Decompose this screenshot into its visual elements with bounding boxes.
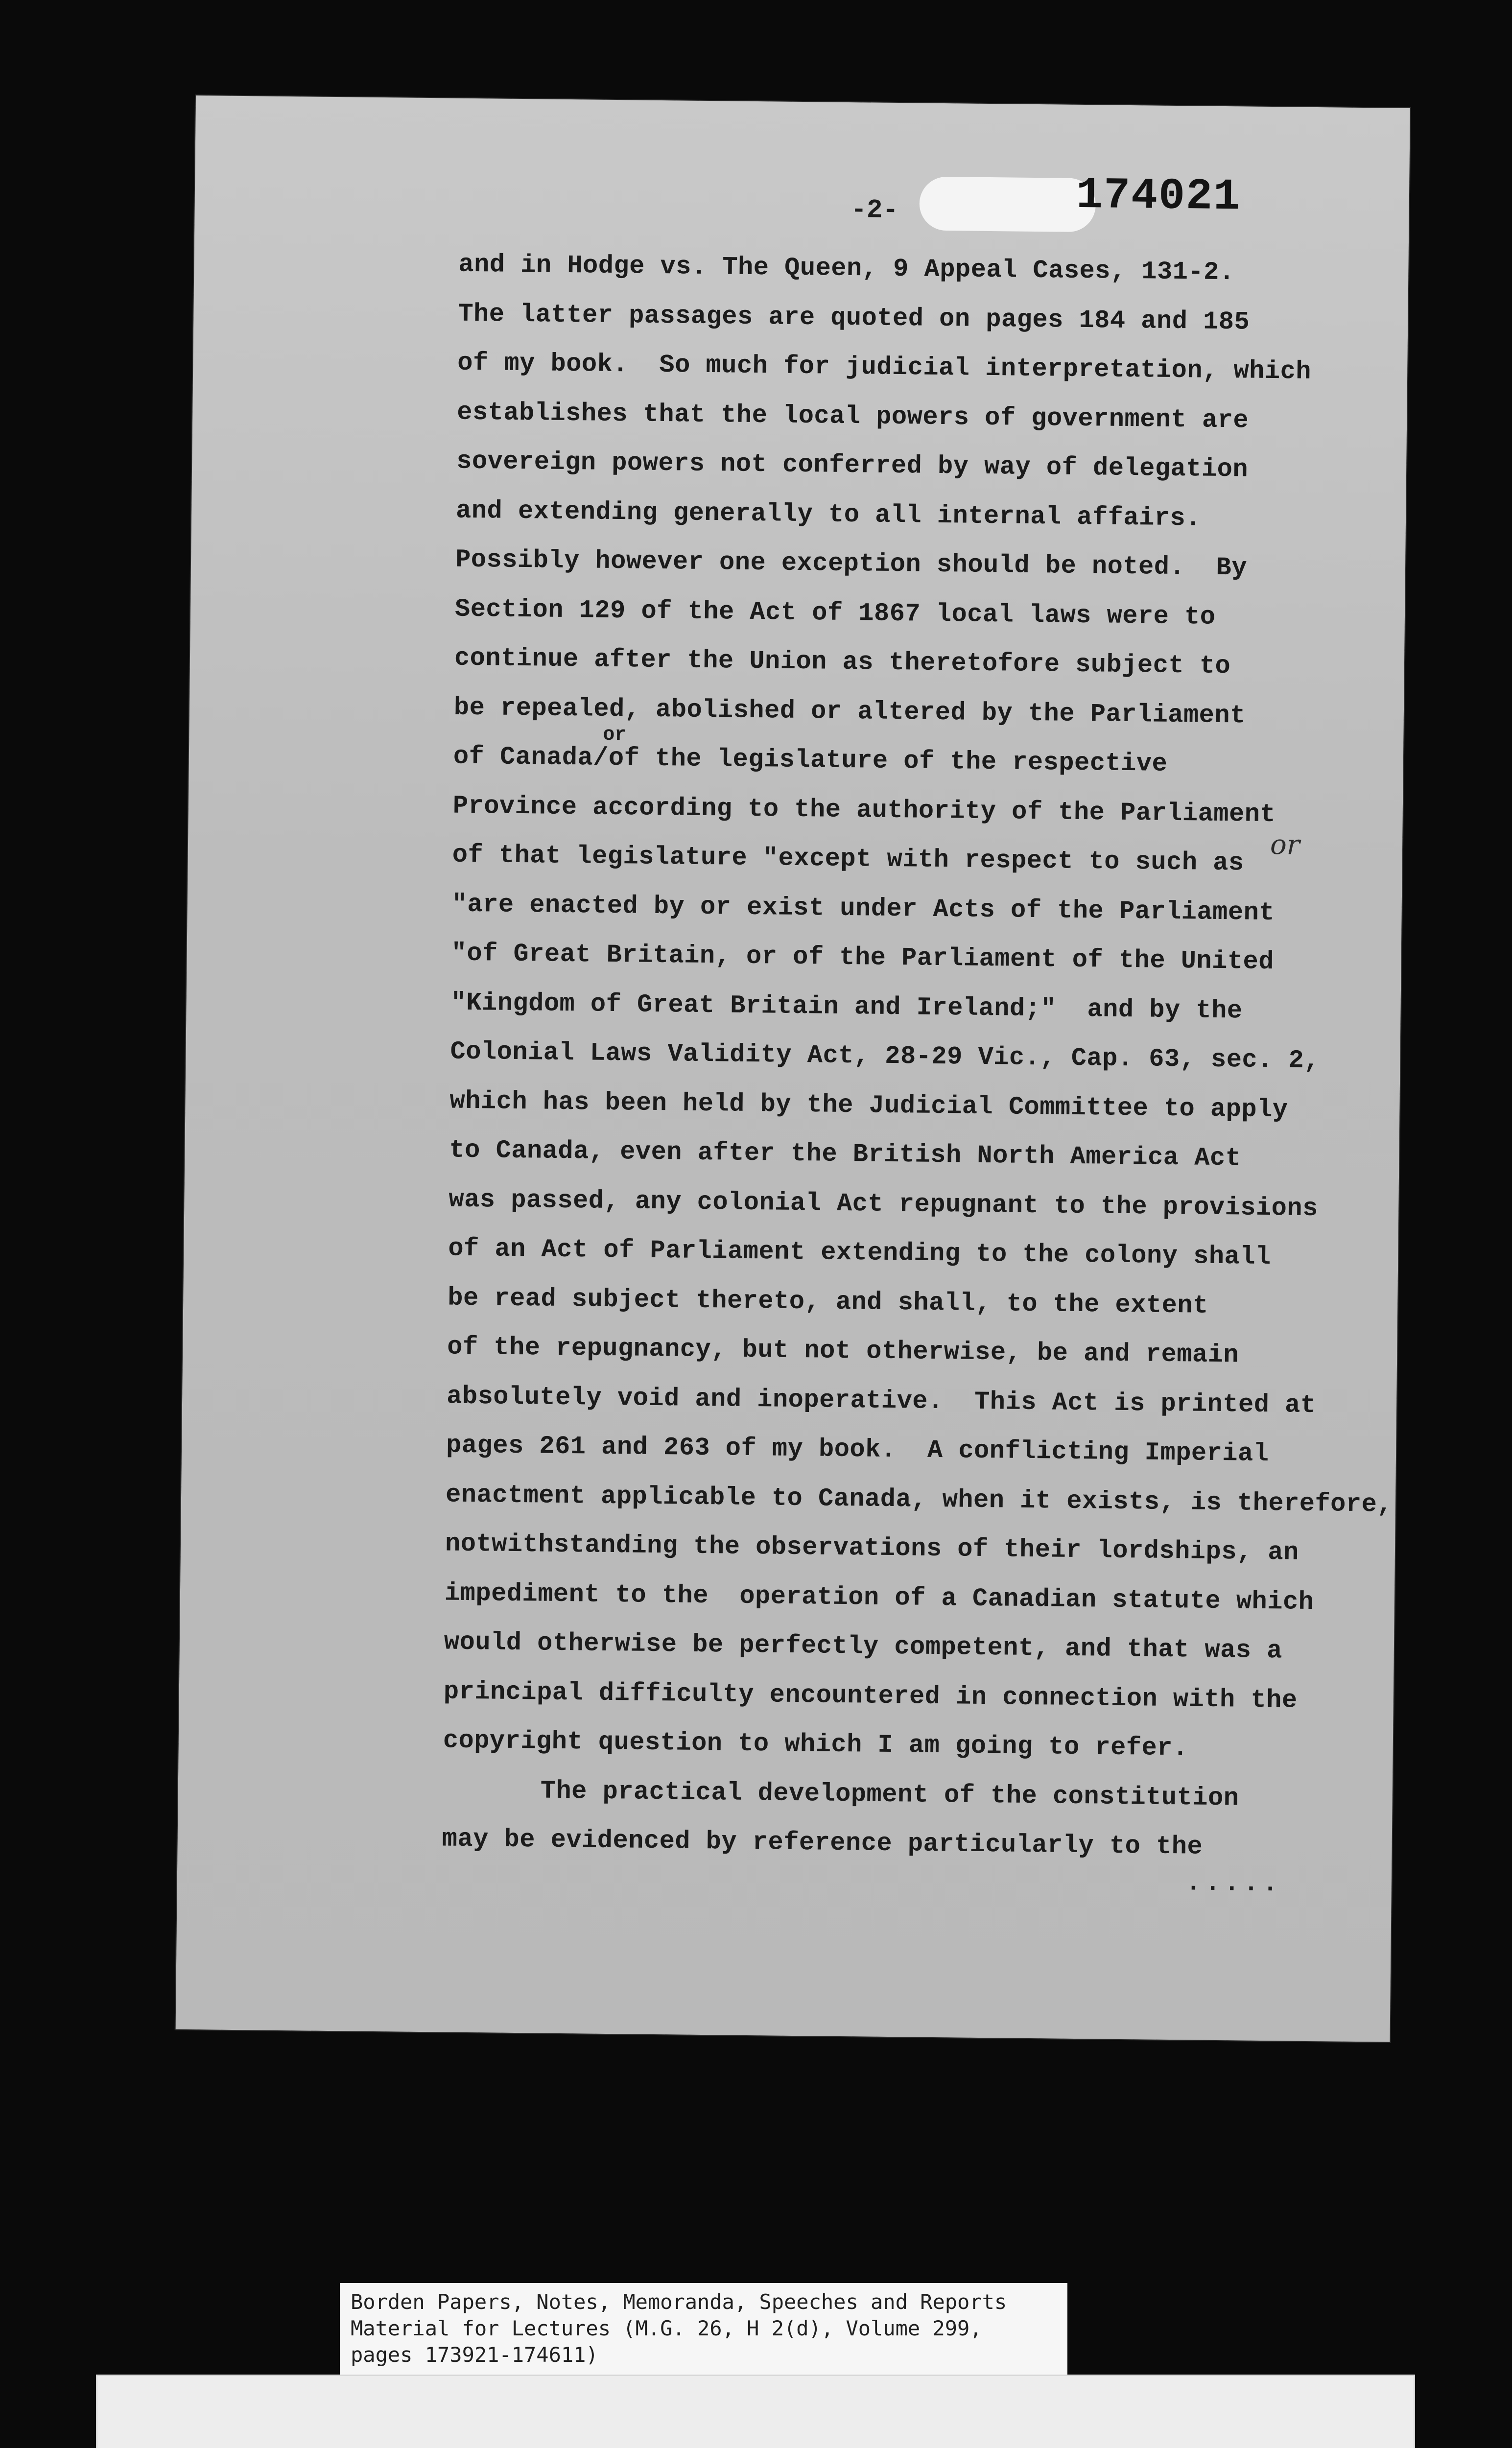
citation-label: [340, 2283, 1067, 2375]
body-line: continue after the Union as theretofore subject to: [454, 643, 1231, 681]
body-line: of my book. So much for judicial interpretation, which: [457, 348, 1312, 386]
body-line: of an Act of Parliament extending to the colony shall: [448, 1234, 1271, 1272]
body-line: notwithstanding the observations of their lordships, an: [445, 1529, 1299, 1567]
citation-line: pages 173921-174611): [351, 2343, 598, 2367]
body-line: pages 261 and 263 of my book. A conflicting Imperial: [446, 1431, 1269, 1469]
body-line: establishes that the local powers of government are: [456, 398, 1249, 435]
body-line: and in Hodge vs. The Queen, 9 Appeal Cases, 131-2.: [458, 250, 1235, 287]
body-line: of that legislature "except with respect to such as: [452, 840, 1244, 878]
body-line: The practical development of the constitution: [540, 1776, 1239, 1812]
body-line: to Canada, even after the British North America Act: [449, 1135, 1241, 1173]
redaction-mark: [919, 176, 1096, 232]
body-line: which has been held by the Judicial Committee to apply: [449, 1086, 1288, 1124]
body-line: impediment to the operation of a Canadian statute which: [444, 1578, 1314, 1617]
body-line: may be evidenced by reference particularly to the: [442, 1824, 1203, 1861]
handwritten-annotation: or: [1270, 829, 1300, 861]
document-page: [176, 95, 1410, 2042]
body-line: Section 129 of the Act of 1867 local laws were to: [454, 594, 1216, 632]
body-line: absolutely void and inoperative. This Act is printed at: [446, 1382, 1316, 1420]
body-line: Province according to the authority of the Parliament: [452, 791, 1276, 829]
document-body: [442, 240, 1393, 1874]
body-line: enactment applicable to Canada, when it exists, is therefore,: [445, 1480, 1393, 1519]
body-line: be repealed, abolished or altered by the Parliament: [453, 693, 1246, 730]
body-line: copyright question to which I am going to refer.: [443, 1726, 1188, 1763]
body-line: would otherwise be perfectly competent, and that was a: [444, 1627, 1283, 1666]
continuation-dots: .....: [1185, 1868, 1282, 1899]
citation-line: Material for Lectures (M.G. 26, H 2(d), Volume 299,: [351, 2316, 982, 2340]
body-line: of the repugnancy, but not otherwise, be and remain: [447, 1332, 1239, 1370]
citation-line: Borden Papers, Notes, Memoranda, Speeches and Reports: [351, 2290, 1007, 2314]
body-line: Colonial Laws Validity Act, 28-29 Vic., Cap. 63, sec. 2,: [450, 1037, 1320, 1076]
archive-banner: [96, 2375, 1415, 2448]
page-number: -2-: [850, 195, 899, 226]
body-line: sovereign powers not conferred by way of delegation: [456, 447, 1249, 484]
body-line: The latter passages are quoted on pages 184 and 185: [458, 299, 1250, 337]
body-line: principal difficulty encountered in connection with the: [443, 1676, 1298, 1715]
body-line: Possibly however one exception should be noted. By: [455, 545, 1248, 583]
body-line: be read subject thereto, and shall, to the extent: [448, 1283, 1209, 1320]
body-line: "are enacted by or exist under Acts of the Parliament: [451, 890, 1275, 927]
document-number: 174021: [1076, 170, 1241, 223]
body-line: "of Great Britain, or of the Parliament of the United: [451, 939, 1275, 977]
body-line: and extending generally to all internal affairs.: [455, 496, 1202, 533]
body-line: of Canada/of the legislature of the respective: [453, 742, 1168, 778]
interlinear-insertion: or: [603, 724, 627, 747]
body-line: was passed, any colonial Act repugnant to the provisions: [449, 1185, 1319, 1223]
body-line: "Kingdom of Great Britain and Ireland;" and by the: [450, 988, 1243, 1025]
